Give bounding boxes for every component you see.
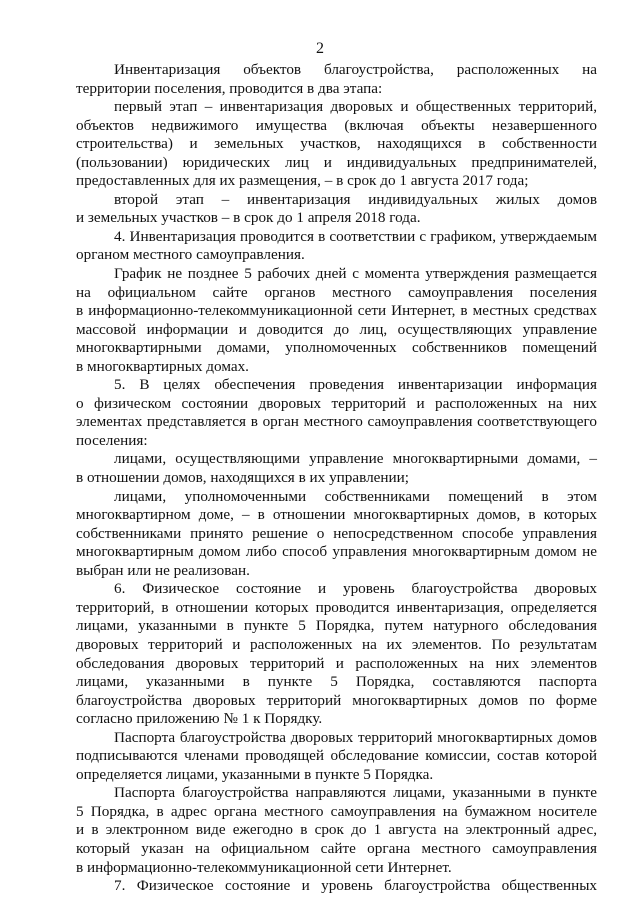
text-line: График не позднее 5 рабочих дней с момента утверждения размещается	[114, 265, 597, 283]
document-body	[76, 61, 597, 896]
text-line: элементах представляется в орган местного самоуправления соответствующего	[76, 413, 597, 431]
text-line: и в электронном виде ежегодно в срок до 1 августа на электронный адрес,	[76, 821, 597, 839]
text-line: 6. Физическое состояние и уровень благоустройства дворовых	[114, 580, 597, 598]
text-line: Паспорта благоустройства направляются лицами, указанными в пункте	[114, 784, 597, 802]
text-line: органом местного самоуправления.	[76, 246, 305, 264]
text-line: многоквартирным домом либо способ управления многоквартирным домом не	[76, 543, 597, 561]
text-line: благоустройства дворовых территорий многоквартирных домов по форме	[76, 691, 597, 709]
text-line: объектов недвижимого имущества (включая объекты незавершенного	[76, 116, 597, 134]
text-line: лицами, уполномоченными собственниками помещений в этом	[114, 487, 597, 505]
text-line: 5 Порядка, в адрес органа местного самоуправления на бумажном носителе	[76, 802, 597, 820]
text-line: (пользовании) юридических лиц и индивидуальных предпринимателей,	[76, 153, 597, 171]
text-line: собственниками принято решение о непосредственном способе управления	[76, 524, 597, 542]
text-line: 4. Инвентаризация проводится в соответствии с графиком, утверждаемым	[114, 227, 597, 245]
text-line: который указан на официальном сайте органа местного самоуправления	[76, 839, 597, 857]
text-line: лицами, указанными в пункте 5 Порядка, путем натурного обследования	[76, 617, 597, 635]
text-line: в многоквартирных домах.	[76, 357, 249, 375]
text-line: многоквартирном доме, – в отношении многоквартирных домов, в которых	[76, 506, 597, 524]
text-line: согласно приложению № 1 к Порядку.	[76, 710, 323, 728]
text-line: 5. В целях обеспечения проведения инвентаризации информация	[114, 376, 597, 394]
text-line: в информационно-телекоммуникационной сети Интернет, в местных средствах	[76, 302, 597, 320]
text-line: первый этап – инвентаризация дворовых и общественных территорий,	[114, 98, 597, 116]
text-line: Паспорта благоустройства дворовых территорий многоквартирных домов	[114, 728, 597, 746]
text-line: лицами, указанными в пункте 5 Порядка, составляются паспорта	[76, 673, 597, 691]
text-line: 7. Физическое состояние и уровень благоустройства общественных	[114, 877, 597, 895]
text-line: строительства) и земельных участков, находящихся в собственности	[76, 135, 597, 153]
text-line: в отношении домов, находящихся в их управлении;	[76, 469, 410, 487]
text-line: территории поселения, проводится в два этапа:	[76, 79, 383, 97]
page-number: 2	[316, 40, 324, 57]
text-line: и земельных участков – в срок до 1 апреля 2018 года.	[76, 209, 421, 227]
text-line: Инвентаризация объектов благоустройства, расположенных на	[114, 61, 597, 78]
text-line: второй этап – инвентаризация индивидуальных жилых домов	[114, 190, 597, 208]
text-line: обследования дворовых территорий и расположенных на них элементов	[76, 654, 597, 672]
text-line: дворовых территорий и расположенных на их элементов. По результатам	[76, 635, 597, 653]
text-line: в информационно-телекоммуникационной сети Интернет.	[76, 858, 452, 876]
text-line: территорий, в отношении которых проводится инвентаризация, определяется	[76, 598, 597, 616]
text-line: лицами, осуществляющими управление многоквартирными домами, –	[114, 450, 597, 468]
text-line: многоквартирными домами, уполномоченных собственников помещений	[76, 339, 597, 357]
text-line: о физическом состоянии дворовых территорий и расположенных на них	[76, 394, 597, 412]
text-line: определяется лицами, указанными в пункте 5 Порядка.	[76, 765, 434, 783]
text-line: выбран или не реализован.	[76, 561, 250, 579]
text-line: на официальном сайте органов местного самоуправления поселения	[76, 283, 597, 301]
text-line: поселения:	[76, 431, 148, 449]
text-line: массовой информации и доводится до лиц, осуществляющих управление	[76, 320, 597, 338]
text-line: предоставленных для их размещения, – в срок до 1 августа 2017 года;	[76, 172, 529, 190]
text-line: подписываются членами проводящей обследование комиссии, состав которой	[76, 747, 597, 765]
